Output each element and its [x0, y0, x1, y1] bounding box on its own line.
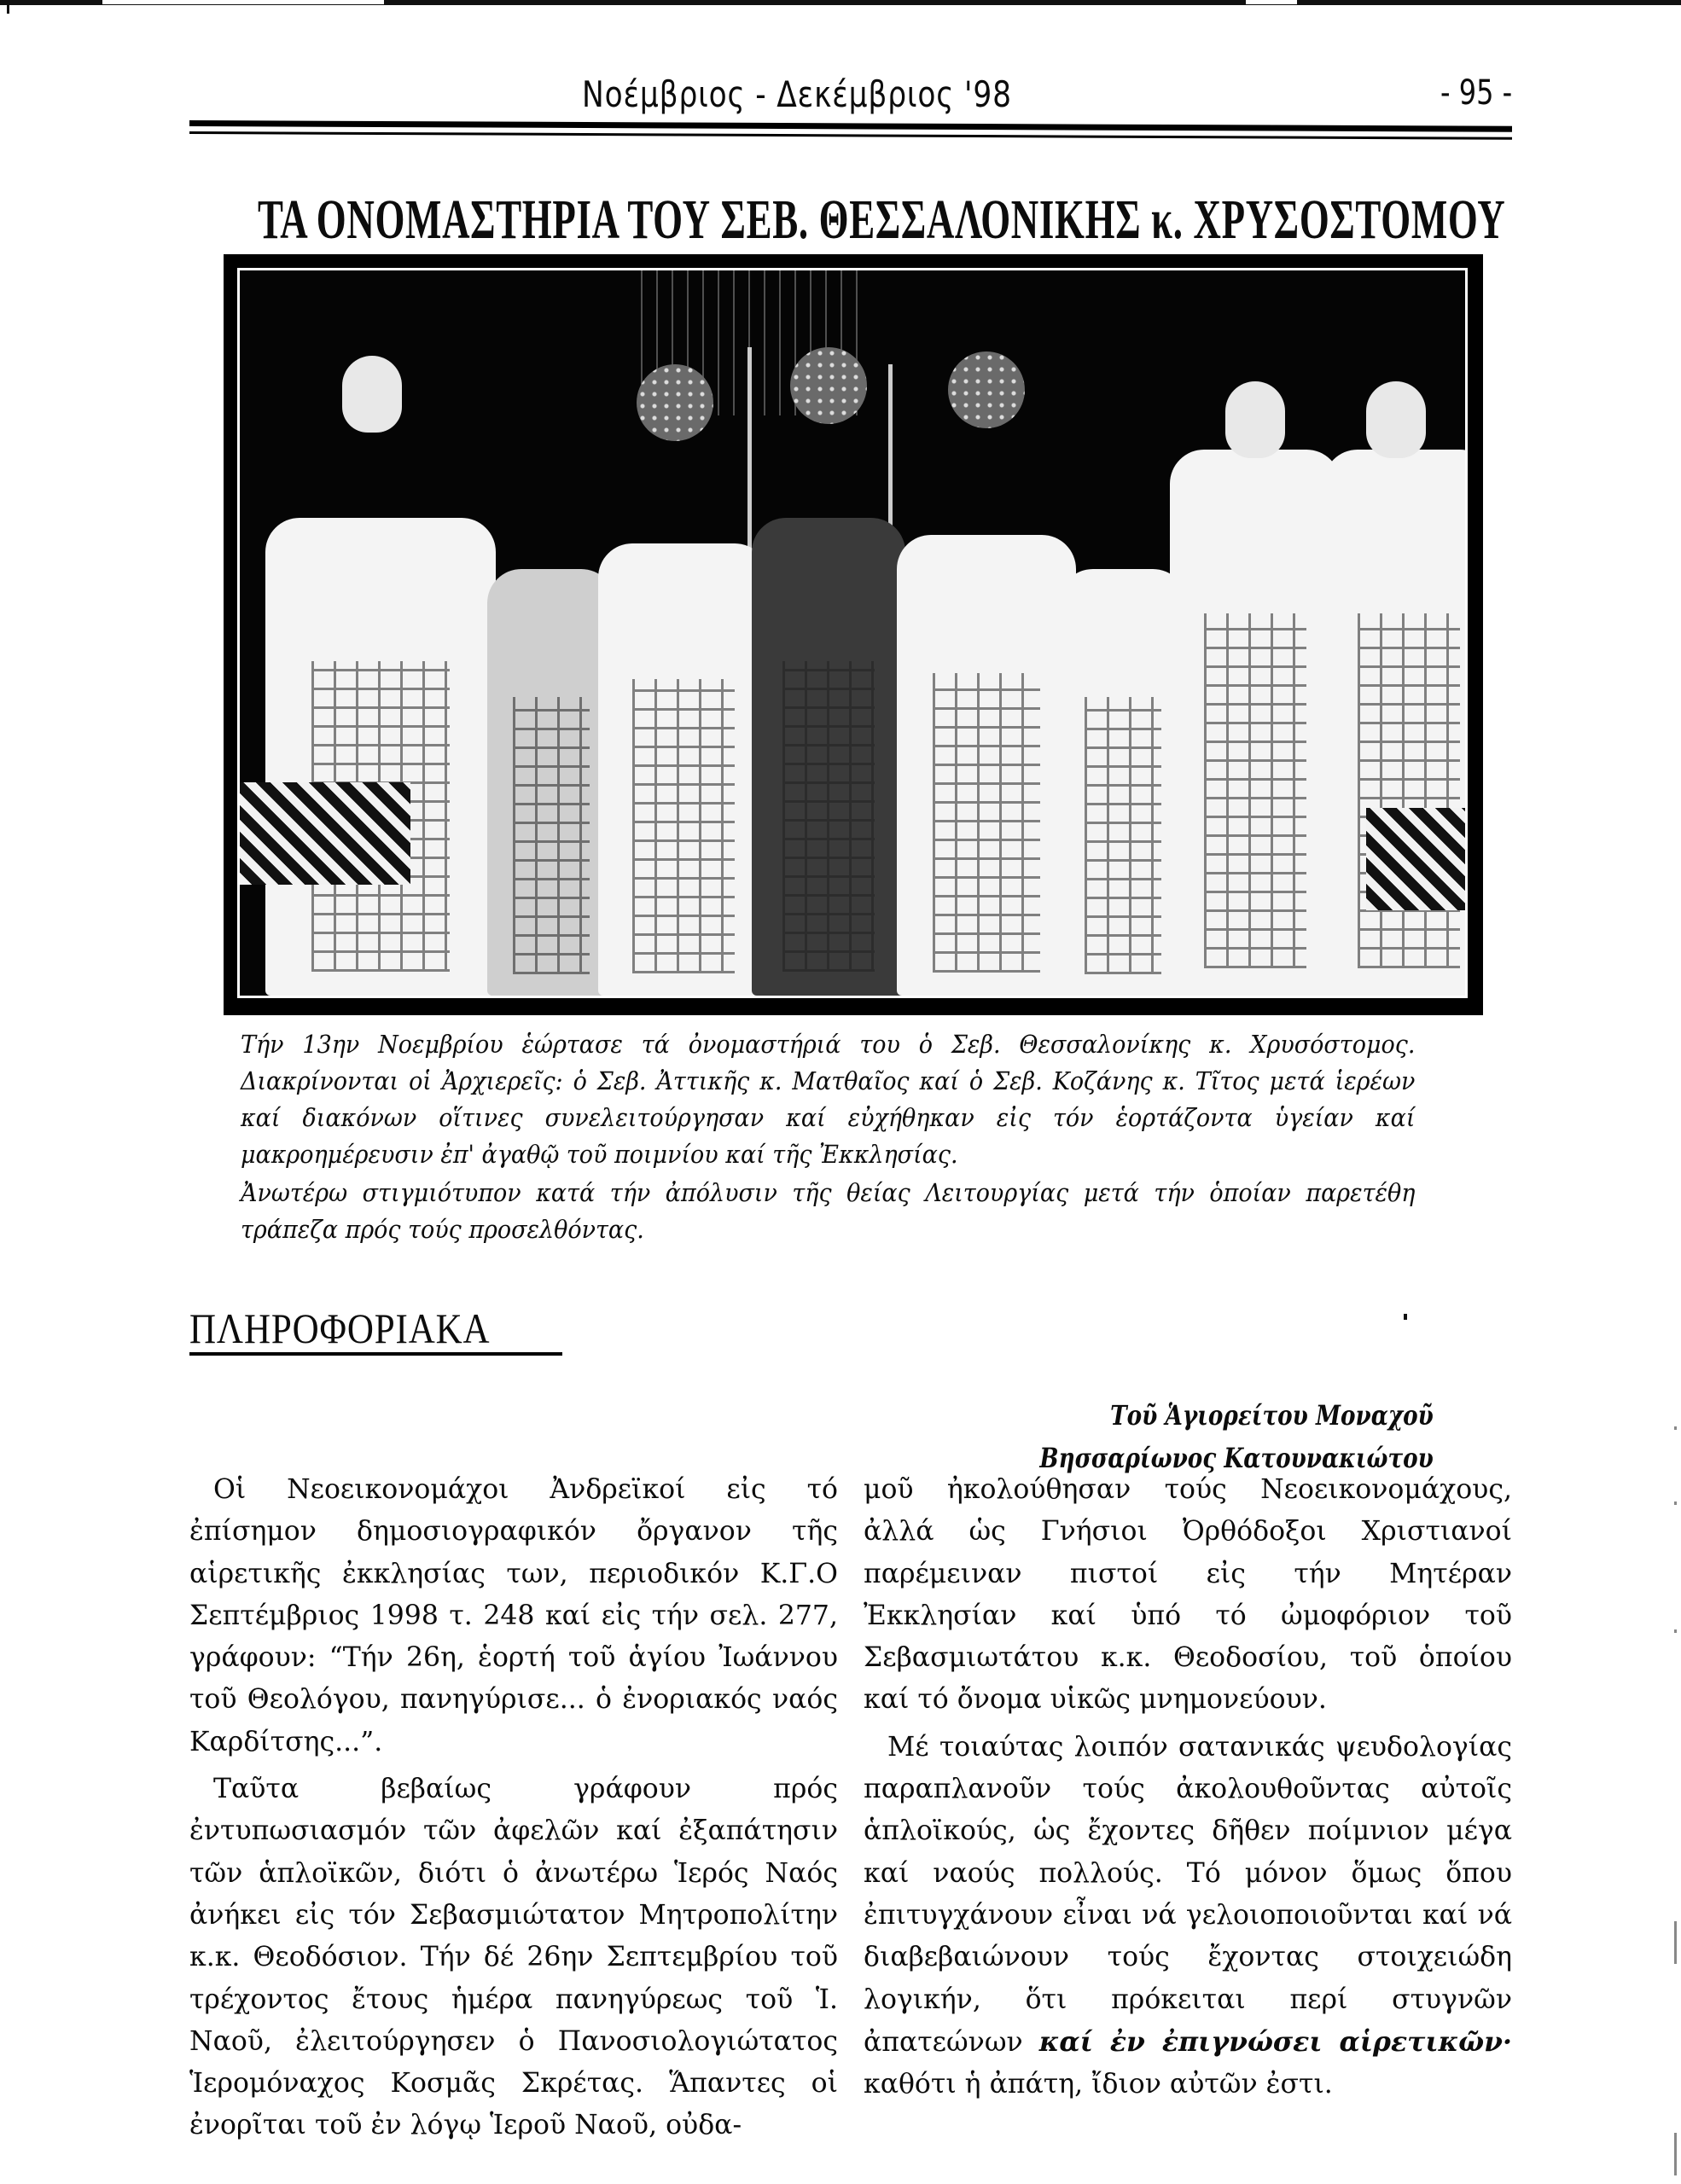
article-title: ΤΑ ΟΝΟΜΑΣΤΗΡΙΑ ΤΟΥ ΣΕΒ. ΘΕΣΣΑΛΟΝΙΚΗΣ κ. ΧΡΥΣΟΣΤΟΜΟΥ	[258, 189, 1506, 251]
railing	[1366, 808, 1468, 910]
emphasized-text: καί ἐν ἐπιγνώσει αἱρετικῶν·	[1038, 2025, 1512, 2058]
mitre	[948, 351, 1025, 428]
author-byline	[1039, 1394, 1434, 1479]
priest-figure	[1323, 450, 1468, 996]
hierarch-figure	[598, 543, 769, 996]
photo-caption	[241, 1026, 1415, 1248]
clergy-head	[342, 356, 402, 433]
body-text: καθότι ἡ ἀπάτη, ἴδιον αὐτῶν ἐστι.	[864, 2069, 1333, 2100]
running-head	[189, 73, 1512, 125]
body-paragraph: Ταῦτα βεβαίως γράφουν πρός ἐντυπωσιασμόν τῶν ἀφελῶν καί ἐξαπάτησιν τῶν ἁπλοϊκῶν, διότι ὁ ἀνωτέρω Ἱερός Ναός ἀνήκει εἰς τόν Σεβασμιώτατον Μητροπολίτην κ.κ. Θεοδόσιον. Τήν δέ 26ην Σεπτεμβρίου τοῦ τρέχοντος ἔτους ἡμέρα πανηγύρεως τοῦ Ἱ. Ναοῦ, ἐλειτούργησεν ὁ Πανοσιολογιώτατος Ἱερομόναχος Κοσμᾶς Σκρέτας. Ἅπαντες οἱ ἐνορῖται τοῦ ἐν λόγῳ Ἱεροῦ Ναοῦ, οὐδα-	[189, 1774, 838, 2141]
scan-margin-mark	[1674, 1426, 1677, 1430]
scan-margin-mark	[1674, 1502, 1677, 1505]
hierarch-figure	[897, 535, 1076, 996]
caption-paragraph: Τήν 13ην Νοεμβρίου ἑώρτασε τά ὀνομαστήριά του ὁ Σεβ. Θεσσαλονίκης κ. Χρυσόστομος. Διακρίνονται οἱ Ἀρχιερεῖς: ὁ Σεβ. Ἀττικῆς κ. Ματθαῖος καί ὁ Σεβ. Κοζάνης κ. Τῖτος μετά ἱερέων καί διακόνων οἵτινες συνελειτούργησαν καί εὐχήθηκαν εἰς τόν ἑορτάζοντα ὑγείαν καί μακροημέρευσιν ἐπ' ἀγαθῷ τοῦ ποιμνίου καί τῆς Ἐκκλησίας.	[241, 1030, 1416, 1169]
clergy-figure	[1059, 569, 1187, 996]
scan-edge-gap	[1246, 0, 1297, 4]
railing	[240, 782, 410, 885]
hierarch-figure	[752, 518, 905, 996]
body-paragraph: Οἱ Νεοεικονομάχοι Ἀνδρεϊκοί εἰς τό ἐπίσημον δημοσιογραφικόν ὄργανον τῆς αἱρετικῆς ἐκκλησίας των, περιοδικόν Κ.Γ.Ο Σεπτέμβριος 1998 τ. 248 καί εἰς τήν σελ. 277, γράφουν: “Τήν 26η, ἑορτή τοῦ ἁγίου Ἰωάννου τοῦ Θεολόγου, πανηγύρισε... ὁ ἐνοριακός ναός Καρδίτσης...”.	[189, 1474, 838, 1757]
article-photo	[224, 254, 1483, 1015]
clergy-head	[1366, 381, 1426, 458]
byline-line: Τοῦ Ἁγιορείτου Μοναχοῦ	[1110, 1399, 1434, 1432]
text-column-right	[864, 1469, 1512, 2106]
clergy-figure	[487, 569, 615, 996]
body-paragraph-continued: μοῦ ἠκολούθησαν τούς Νεοεικονομάχους, ἀλλά ὡς Γνήσιοι Ὀρθόδοξοι Χριστιανοί παρέμειναν πιστοί εἰς τήν Μητέραν Ἐκκλησίαν καί ὑπό τό ὠμοφόριον τοῦ Σεβασμιωτάτου κ.κ. Θεοδοσίου, τοῦ ὁποίου καί τό ὄνομα υἱκῶς μνημονεύουν.	[864, 1474, 1512, 1716]
mitre	[790, 347, 867, 424]
text-column-left	[189, 1469, 838, 2147]
scan-corner-mark	[7, 0, 9, 14]
scan-margin-mark	[1674, 1921, 1677, 1964]
issue-date: Νοέμβριος - Δεκέμβριος '98	[582, 73, 1012, 115]
priest-figure	[1170, 450, 1341, 996]
scan-margin-mark	[1674, 1629, 1677, 1633]
mitre	[637, 364, 713, 441]
clergy-figure	[265, 518, 496, 996]
caption-paragraph: Ἀνωτέρω στιγμιότυπον κατά τήν ἀπόλυσιν τῆς θείας Λειτουργίας μετά τήν ὁποίαν παρετέθη τράπεζα πρός τούς προσελθόντας.	[241, 1178, 1416, 1244]
scan-margin-mark	[1674, 2133, 1677, 2175]
scan-edge-gap	[102, 0, 384, 4]
header-rule-thin	[189, 131, 1512, 140]
photo-content	[237, 268, 1468, 998]
body-text: Μέ τοιαύτας λοιπόν σατανικάς ψευδολογίας παραπλανοῦν τούς ἀκολουθοῦντας αὐτοῖς ἁπλοϊκούς, ὡς ἔχοντες δῆθεν ποίμνιον μέγα καί ναούς πολλούς. Τό μόνον ὅμως ὅπου ἐπιτυγχάνουν εἶναι νά γελοιοποιοῦνται καί νά διαβεβαιώνουν τούς ἔχοντας στοιχειώδη λογικήν, ὅτι πρόκειται περί στυγνῶν ἀπατεώνων	[864, 1731, 1512, 2058]
scan-speck	[1404, 1314, 1407, 1320]
body-paragraph	[864, 1727, 1512, 2106]
byline-line: Βησσαρίωνος Κατουνακιώτου	[1039, 1442, 1434, 1474]
page-number: - 95 -	[1440, 73, 1512, 113]
section-heading: ΠΛΗΡΟΦΟΡΙΑΚΑ	[189, 1304, 491, 1352]
section-heading-underline	[189, 1352, 562, 1356]
clergy-head	[1225, 381, 1285, 458]
